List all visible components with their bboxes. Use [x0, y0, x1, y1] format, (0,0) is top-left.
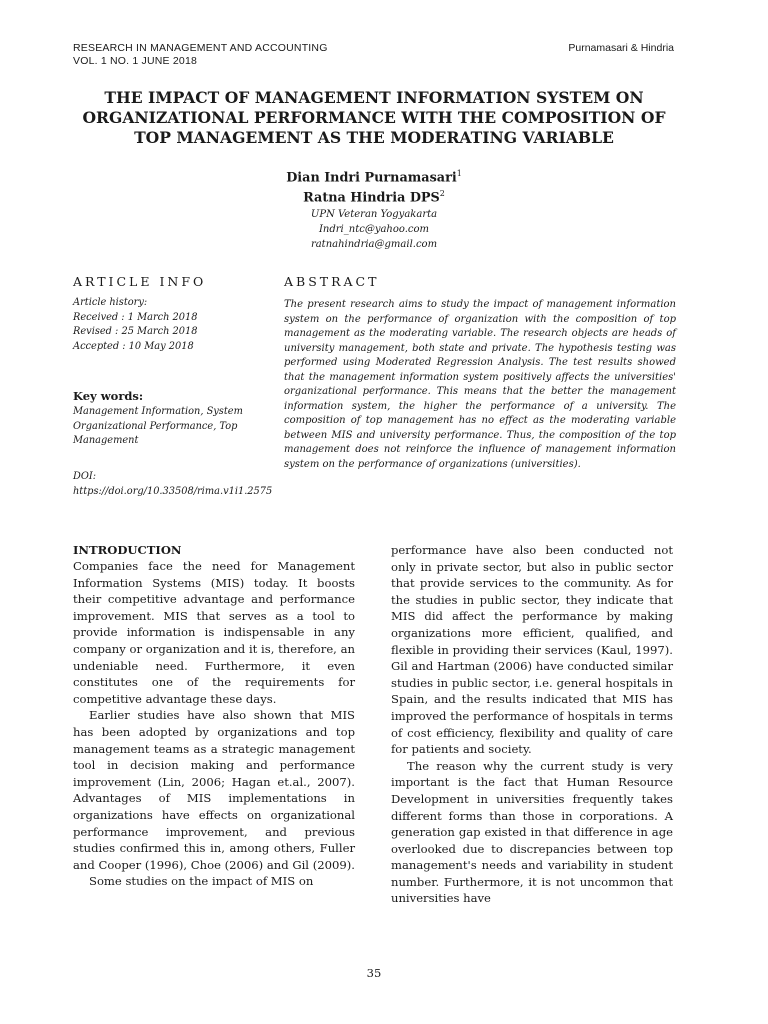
title-line-1: THE IMPACT OF MANAGEMENT INFORMATION SYSTEM ON	[104, 88, 644, 107]
accepted-date: Accepted : 10 May 2018	[73, 340, 194, 352]
title-line-3: TOP MANAGEMENT AS THE MODERATING VARIABLE	[134, 128, 614, 147]
email-1: Indri_ntc@yahoo.com	[318, 223, 430, 235]
revised-date: Revised : 25 March 2018	[73, 326, 198, 337]
author-block	[180, 166, 568, 252]
page-number: 35	[366, 966, 382, 980]
author-1	[180, 166, 568, 186]
paper-title	[60, 88, 688, 148]
introduction-heading: INTRODUCTION	[73, 543, 182, 557]
doi-link[interactable]: https://doi.org/10.33508/rima.v1i1.2575	[73, 485, 273, 497]
author-1-mark: 1	[456, 169, 462, 178]
title-line-2: ORGANIZATIONAL PERFORMANCE WITH THE COMPOSITION OF	[82, 108, 666, 127]
author-1-name: Dian Indri Purnamasari	[286, 170, 457, 186]
history-label: Article history:	[73, 297, 148, 308]
body-column-right	[391, 542, 673, 907]
doi-label: DOI:	[73, 471, 97, 482]
keywords-text: Management Information, System Organizational Performance, Top Management	[73, 406, 243, 446]
received-date: Received : 1 March 2018	[73, 311, 198, 323]
paragraph: Earlier studies have also shown that MIS has been adopted by organizations and top management teams as a strategic management tool in decision making and performance improvement (Lin, 2006; Hagan et.al., 2007). Advantages of MIS implementations in organizations have effects on organizational performance improvement, and previous studies confirmed this in, among others, Fuller and Cooper (1996), Choe (2006) and Gil (2009).	[73, 708, 355, 872]
journal-name: RESEARCH IN MANAGEMENT AND ACCOUNTING	[73, 42, 328, 54]
author-2-mark: 2	[439, 189, 445, 199]
abstract-text: The present research aims to study the impact of management information system on the performance of organization with the composition of top management as the moderating variable. The research objects are heads of university management, both state and private. The hypothesis testing was performed using Moderated Regression Analysis. The test results showed that the management information system positively affects the universities' organizational performance. This means that the better the management information system, the higher the performance of a university. The composition of top management has no effect as the moderating variable between MIS and university performance. Thus, the composition of the top management does not reinforce the influence of management information system on the performance of organizations (universities).	[284, 299, 676, 470]
author-2-name: Ratna Hindria DPS	[303, 190, 440, 206]
body-column-left	[73, 542, 355, 890]
affiliation: UPN Veteran Yogyakarta	[310, 208, 438, 220]
volume-info: VOL. 1 NO. 1 JUNE 2018	[73, 55, 198, 67]
paragraph: performance have also been conducted not only in private sector, but also in public sector that provide services to the community. As for the studies in public sector, they indicate that MIS did affect the performance by making organizations more efficient, qualified, and flexible in providing their services (Kaul, 1997). Gil and Hartman (2006) have conducted similar studies in public sector, i.e. general hospitals in Spain, and the results indicated that MIS has improved the performance of hospitals in terms of cost efficiency, flexibility and quality of care for patients and society.	[391, 543, 673, 757]
abstract-heading: ABSTRACT	[284, 274, 380, 289]
running-header-left	[73, 42, 328, 68]
doi-block	[73, 470, 278, 499]
paragraph: Some studies on the impact of MIS on	[89, 874, 314, 889]
keywords-heading: Key words:	[73, 389, 144, 403]
article-info-heading: ARTICLE INFO	[73, 274, 207, 289]
paragraph: The reason why the current study is very important is the fact that Human Resource Development in universities frequently takes different forms than those in corporations. A generation gap existed in that difference in age overlooked due to discrepancies between top management's needs and variability in student number. Furthermore, it is not uncommon that universities have	[391, 758, 673, 906]
author-2	[180, 186, 568, 206]
running-header-authors: Purnamasari & Hindria	[568, 42, 674, 54]
paragraph: Companies face the need for Management Information Systems (MIS) today. It boosts their competitive advantage and performance improvement. MIS that serves as a tool to provide information is indispensable in any company or organization and it is, therefore, an undeniable need. Furthermore, it even constitutes one of the requirements for competitive advantage these days.	[73, 559, 355, 706]
email-2: ratnahindria@gmail.com	[310, 238, 438, 250]
article-history	[73, 296, 273, 354]
